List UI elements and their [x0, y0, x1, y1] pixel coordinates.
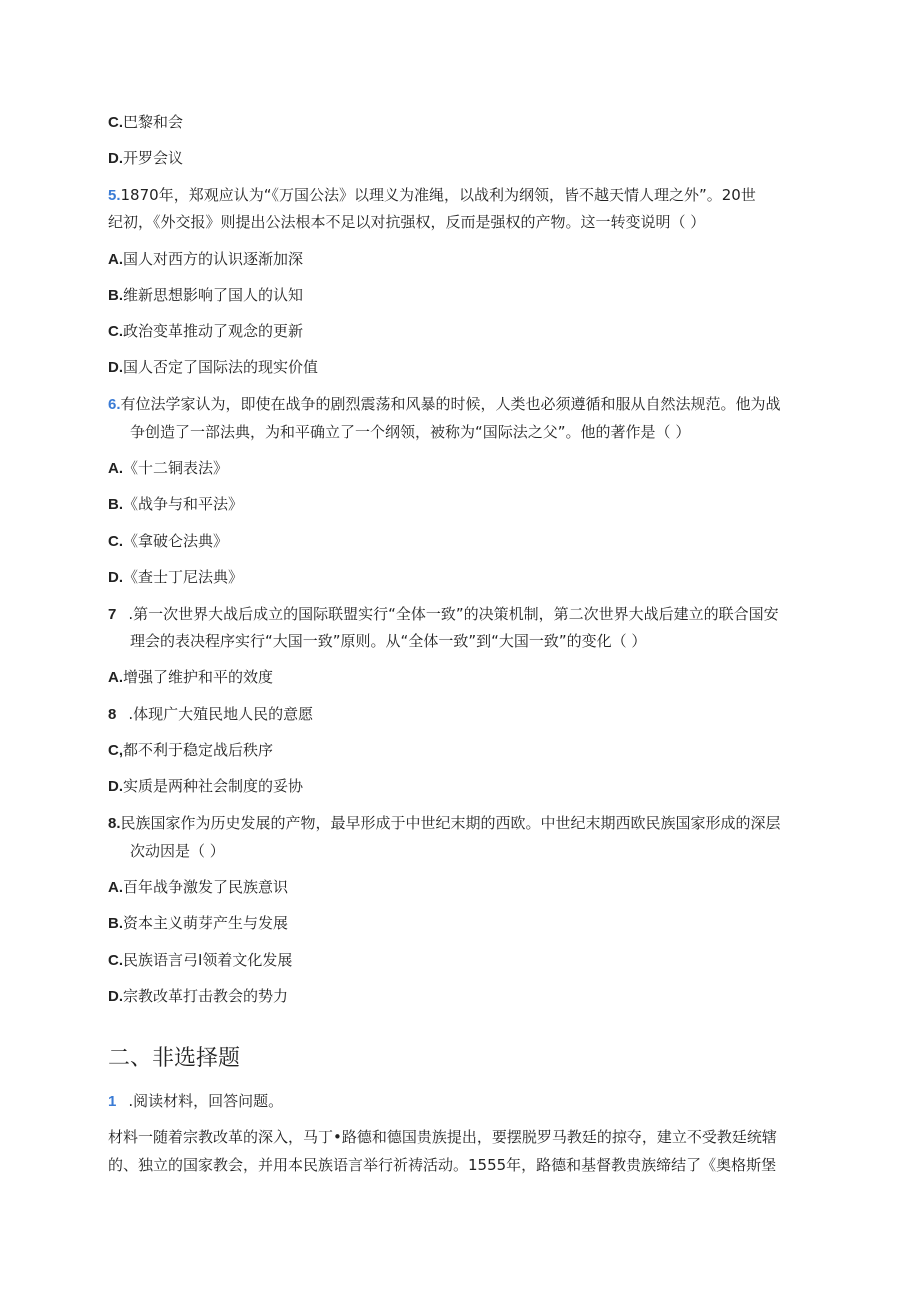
section2-question-1	[108, 1091, 283, 1112]
question-text: 1870年，郑观应认为“《万国公法》以理义为准绳，以战利为纲领，皆不越天情人理之外”。20世	[120, 186, 756, 204]
option-label: D.	[108, 359, 123, 376]
question-text: 次动因是（ ）	[130, 842, 225, 860]
option-a-q8	[108, 877, 288, 898]
option-label: D.	[108, 778, 123, 795]
question-7-line-1	[108, 604, 779, 625]
option-text: .体现广大殖民地人民的意愿	[128, 705, 314, 723]
question-text: 理会的表决程序实行“大国一致”原则。从“全体一致”到“大国一致”的变化（ ）	[130, 632, 647, 650]
option-text: 国人否定了国际法的现实价值	[123, 358, 319, 376]
question-text: 争创造了一部法典，为和平确立了一个纲领，被称为“国际法之父”。他的著作是（ ）	[130, 423, 691, 441]
material-line-2	[108, 1155, 776, 1175]
question-text: 有位法学家认为，即使在战争的剧烈震荡和风暴的时候，人类也必须遵循和服从自然法规范。他为战	[120, 395, 781, 413]
option-a-q6	[108, 458, 228, 479]
option-a-q7	[108, 667, 273, 688]
option-label: C,	[108, 742, 123, 759]
option-c-q5	[108, 321, 303, 342]
question-number: 1	[108, 1093, 117, 1110]
option-b-q8	[108, 913, 288, 934]
option-text: 增强了维护和平的效度	[123, 668, 274, 686]
option-label: B.	[108, 915, 123, 932]
option-text: 《拿破仑法典》	[123, 532, 229, 550]
option-text: 《战争与和平法》	[123, 495, 244, 513]
option-d-q8	[108, 986, 288, 1007]
option-d-q6	[108, 567, 243, 588]
option-label: B.	[108, 496, 123, 513]
option-c-q8	[108, 950, 292, 971]
option-d-q5	[108, 357, 318, 378]
option-text: 实质是两种社会制度的妥协	[123, 777, 304, 795]
option-text: 都不利于稳定战后秩序	[123, 741, 274, 759]
option-text: 《查士丁尼法典》	[123, 568, 244, 586]
material-text: 的、独立的国家教会，并用本民族语言举行祈祷活动。1555年，路德和基督教贵族缔结了《奥格斯堡	[108, 1156, 777, 1174]
question-8-line-1	[108, 813, 781, 834]
option-label: 8	[108, 706, 117, 723]
option-text: 巴黎和会	[123, 113, 184, 131]
option-label: A.	[108, 251, 123, 268]
option-c-q4	[108, 112, 183, 133]
option-label: C.	[108, 952, 123, 969]
option-label: C.	[108, 114, 123, 131]
option-text: 民族语言弓I领着文化发展	[123, 951, 293, 969]
question-8-line-2	[130, 841, 225, 861]
question-number: 5.	[108, 187, 121, 204]
material-text: 材料一随着宗教改革的深入，马丁•路德和德国贵族提出，要摆脱罗马教廷的掠夺，建立不受教廷统辖	[108, 1128, 777, 1146]
option-label: A.	[108, 669, 123, 686]
question-5-line-1	[108, 185, 756, 206]
question-number: 7	[108, 606, 117, 623]
option-text: 政治变革推动了观念的更新	[123, 322, 304, 340]
section-heading: 二、非选择题	[108, 1046, 241, 1071]
option-label: C.	[108, 323, 123, 340]
option-label: A.	[108, 460, 123, 477]
option-text: 资本主义萌芽产生与发展	[123, 914, 289, 932]
option-label: A.	[108, 879, 123, 896]
option-label: C.	[108, 533, 123, 550]
question-6-line-2	[130, 422, 690, 442]
question-number: 8.	[108, 815, 121, 832]
question-text: .第一次世界大战后成立的国际联盟实行“全体一致”的决策机制，第二次世界大战后建立的联合国安	[128, 605, 779, 623]
question-5-line-2	[108, 212, 705, 232]
option-b-q5	[108, 285, 303, 306]
option-text: 国人对西方的认识逐渐加深	[123, 250, 304, 268]
option-label: B.	[108, 287, 123, 304]
option-c-q7	[108, 740, 273, 761]
option-a-q5	[108, 249, 303, 270]
option-text: 维新思想影响了国人的认知	[123, 286, 304, 304]
option-label: D.	[108, 569, 123, 586]
material-line-1	[108, 1127, 777, 1147]
option-d-q4	[108, 148, 183, 169]
question-6-line-1	[108, 394, 781, 415]
option-d-q7	[108, 776, 303, 797]
question-text: .阅读材料，回答问题。	[128, 1092, 284, 1110]
option-c-q6	[108, 531, 228, 552]
option-text: 百年战争激发了民族意识	[123, 878, 289, 896]
option-label: D.	[108, 150, 123, 167]
option-text: 宗教改革打击教会的势力	[123, 987, 289, 1005]
option-text: 开罗会议	[123, 149, 184, 167]
option-label: D.	[108, 988, 123, 1005]
question-text: 纪初，《外交报》则提出公法根本不足以对抗强权，反而是强权的产物。这一转变说明（ ）	[108, 213, 706, 231]
question-7-line-2	[130, 631, 646, 651]
option-text: 《十二铜表法》	[123, 459, 229, 477]
question-text: 民族国家作为历史发展的产物，最早形成于中世纪末期的西欧。中世纪末期西欧民族国家形成的深层	[120, 814, 781, 832]
option-b-q6	[108, 494, 243, 515]
question-number: 6.	[108, 396, 121, 413]
option-b-q7	[108, 704, 313, 725]
